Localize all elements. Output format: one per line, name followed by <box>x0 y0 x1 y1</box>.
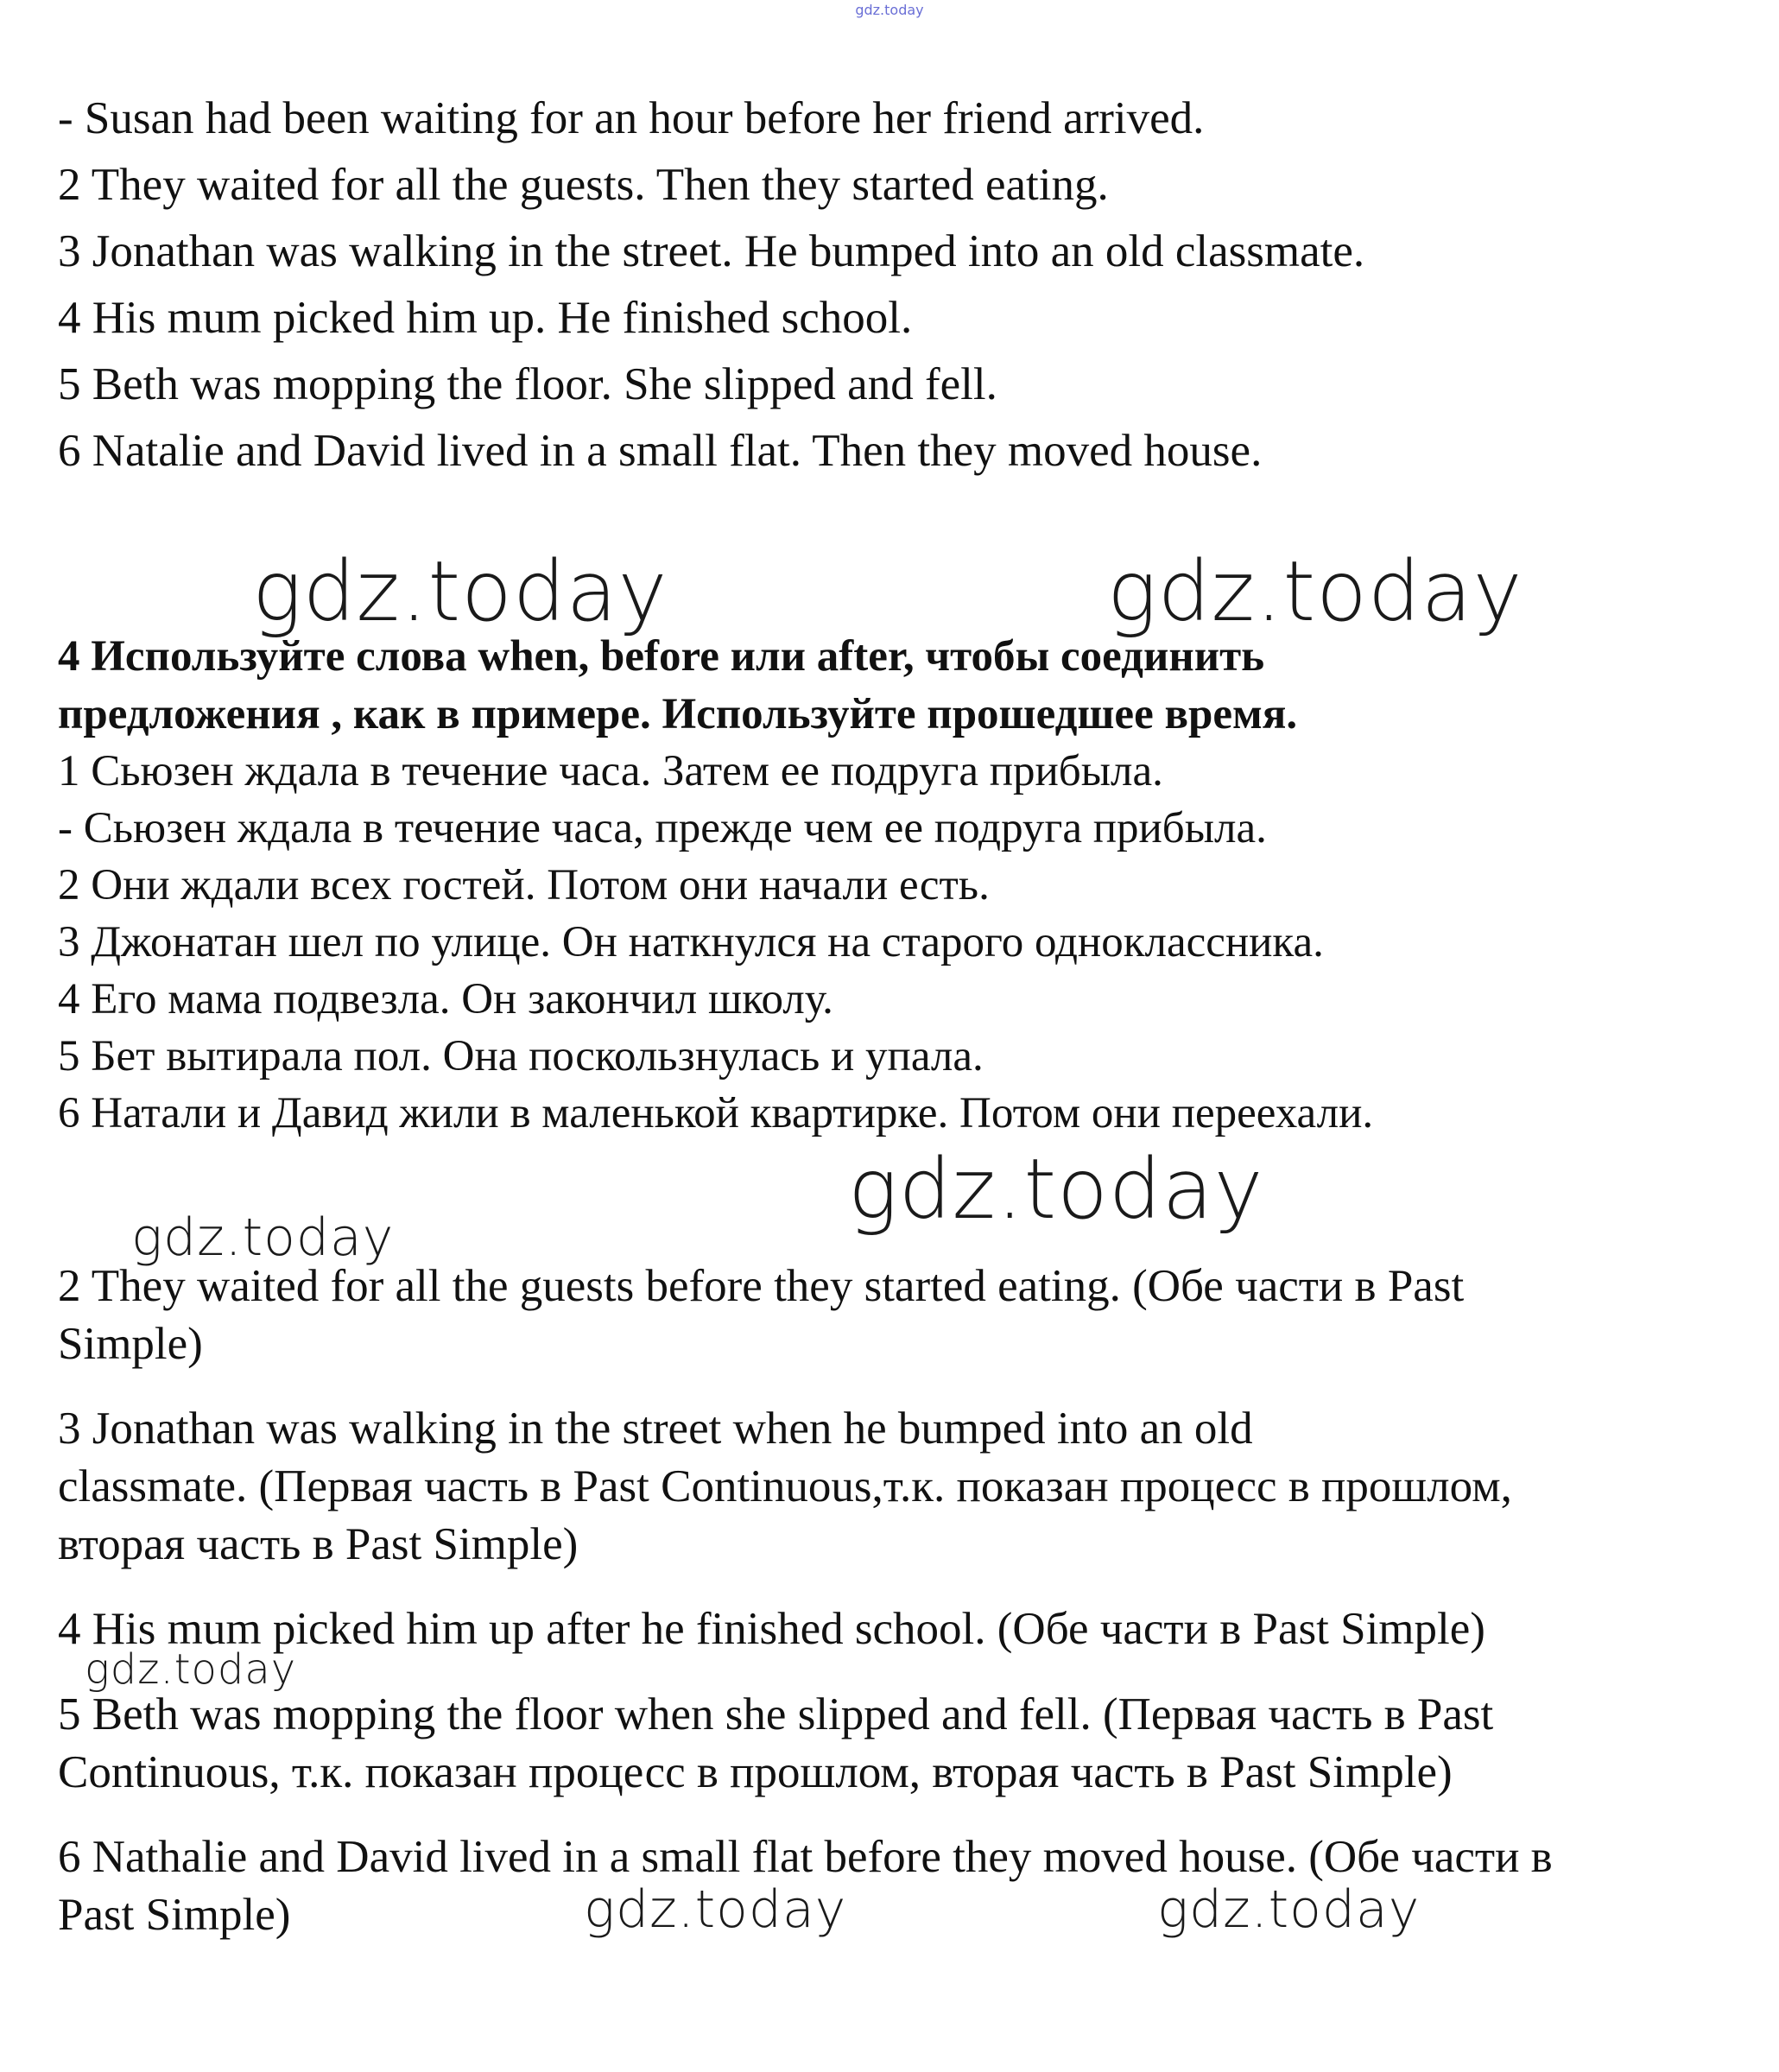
exercise4-line: 1 Сьюзен ждала в течение часа. Затем ее подруга прибыла. <box>58 747 1163 795</box>
exercise3-line: 4 His mum picked him up. He finished school. <box>58 293 913 343</box>
watermark: gdz.today <box>1157 1879 1421 1940</box>
exercise4-heading-line2: предложения , как в примере. Используйте прошедшее время. <box>58 690 1298 738</box>
exercise4-line: 3 Джонатан шел по улице. Он наткнулся на старого одноклассника. <box>58 918 1324 966</box>
answer-4-line: 4 His mum picked him up after he finished school. (Обе части в Past Simple) <box>58 1604 1485 1654</box>
answer-5-line: 5 Beth was mopping the floor when she slipped and fell. (Первая часть в Past <box>58 1689 1494 1739</box>
watermark: gdz.today <box>85 1645 297 1694</box>
answer-3-line: classmate. (Первая часть в Past Continuous,т.к. показан процесс в прошлом, <box>58 1461 1512 1511</box>
answer-3-line: вторая часть в Past Simple) <box>58 1519 579 1569</box>
watermark: gdz.today <box>131 1207 395 1268</box>
answer-6-line: 6 Nathalie and David lived in a small flat before they moved house. (Обе части в <box>58 1832 1553 1882</box>
answer-2-line: Simple) <box>58 1319 203 1369</box>
top-watermark: gdz.today <box>855 2 924 18</box>
answer-6-line: Past Simple) <box>58 1890 291 1940</box>
exercise3-line: 5 Beth was mopping the floor. She slipped and fell. <box>58 359 997 409</box>
exercise4-line: 4 Его мама подвезла. Он закончил школу. <box>58 975 833 1023</box>
exercise3-line: 2 They waited for all the guests. Then they started eating. <box>58 160 1109 210</box>
exercise3-line: 3 Jonathan was walking in the street. He bumped into an old classmate. <box>58 226 1365 276</box>
exercise4-line: 6 Натали и Давид жили в маленькой квартирке. Потом они переехали. <box>58 1089 1374 1137</box>
watermark: gdz.today <box>1107 543 1523 640</box>
watermark: gdz.today <box>584 1879 847 1940</box>
exercise4-line: 5 Бет вытирала пол. Она поскользнулась и упала. <box>58 1032 984 1080</box>
answer-5-line: Continuous, т.к. показан процесс в прошлом, вторая часть в Past Simple) <box>58 1747 1453 1797</box>
watermark: gdz.today <box>848 1141 1264 1238</box>
answer-3-line: 3 Jonathan was walking in the street when he bumped into an old <box>58 1404 1253 1454</box>
exercise4-line: 2 Они ждали всех гостей. Потом они начали есть. <box>58 861 990 909</box>
exercise3-line: - Susan had been waiting for an hour before her friend arrived. <box>58 93 1205 143</box>
exercise4-heading-line1: 4 Используйте слова when, before или after, чтобы соединить <box>58 632 1265 681</box>
answer-2-line: 2 They waited for all the guests before they started eating. (Обе части в Past <box>58 1261 1465 1311</box>
exercise3-line: 6 Natalie and David lived in a small flat. Then they moved house. <box>58 426 1263 476</box>
watermark: gdz.today <box>252 543 668 640</box>
exercise4-line: - Сьюзен ждала в течение часа, прежде чем ее подруга прибыла. <box>58 804 1267 852</box>
